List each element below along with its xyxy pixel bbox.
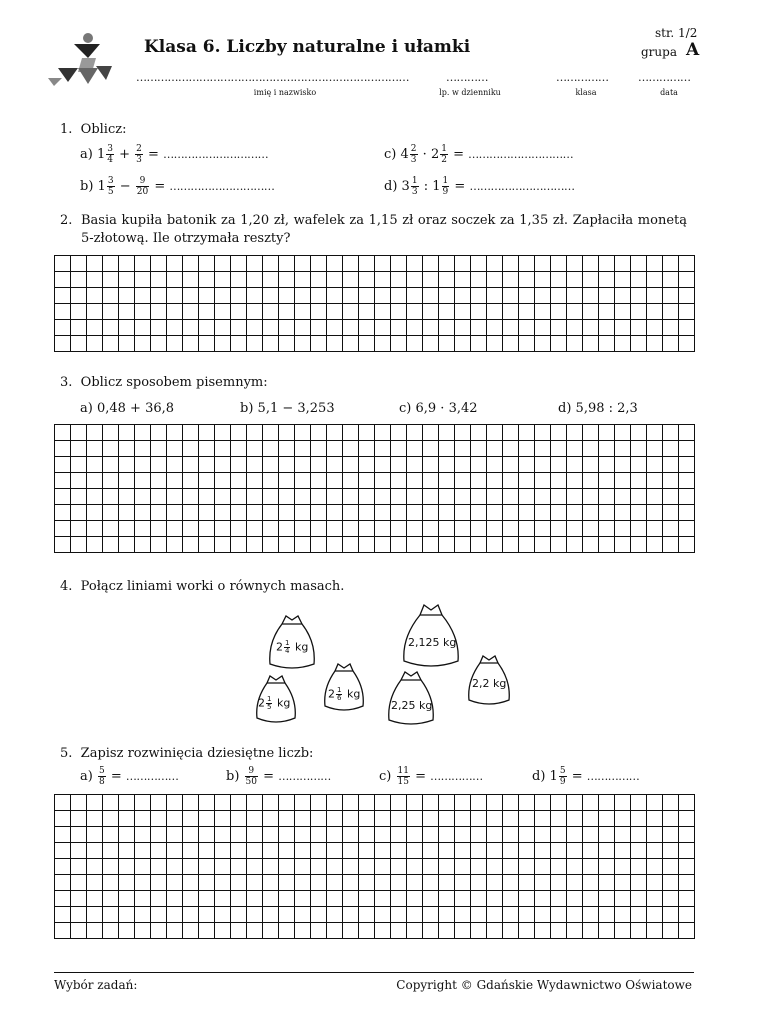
bag-1-label: 2 $\frac{1}{4}$ kg bbox=[276, 639, 309, 655]
task-4-heading: 4. Połącz liniami worki o równych masach. bbox=[60, 579, 345, 594]
task-3-item-b: b) 5,1 − 3,253 bbox=[240, 401, 335, 416]
answer-blank[interactable]: ………………………… bbox=[468, 148, 574, 161]
task-1-item-a: a) 1 $\frac{3}{4}$ + $\frac{2}{3}$ = ………………………… bbox=[80, 144, 269, 165]
answer-blank[interactable]: …………… bbox=[586, 770, 640, 783]
group-label: grupa bbox=[641, 45, 677, 59]
footer-copyright: Copyright © Gdańskie Wydawnictwo Oświatowe bbox=[396, 978, 692, 992]
task-5-item-d: d) 1 $\frac{5}{9}$ = …………… bbox=[532, 766, 640, 787]
task-1-item-b: b) 1 $\frac{3}{5}$ − $\frac{9}{20}$ = ………………………… bbox=[80, 176, 275, 197]
answer-blank[interactable]: ………………………… bbox=[169, 180, 275, 193]
task-3-heading: 3. Oblicz sposobem pisemnym: bbox=[60, 375, 268, 390]
bag-5-label: 2 $\frac{1}{5}$ kg bbox=[258, 695, 291, 711]
task-3-item-c: c) 6,9 · 3,42 bbox=[399, 401, 478, 416]
task-1-item-d: d) 3 $\frac{1}{3}$ : 1 $\frac{1}{9}$ = ………………………… bbox=[384, 176, 575, 197]
page-title: Klasa 6. Liczby naturalne i ułamki bbox=[144, 37, 471, 57]
task-5-heading: 5. Zapisz rozwinięcia dziesiętne liczb: bbox=[60, 746, 314, 761]
bag-4-label: 2,2 kg bbox=[472, 677, 507, 690]
task-5-grid[interactable] bbox=[54, 794, 695, 939]
task-2-grid[interactable] bbox=[54, 255, 695, 352]
bag-6-label: 2,25 kg bbox=[391, 699, 433, 712]
name-field[interactable]: …………………………………………………………………… bbox=[136, 71, 409, 84]
task-2-text: Basia kupiła batonik za 1,20 zł, wafelek za 1,15 zł oraz soczek za 1,35 zł. Zapłaciła monetą 5-złotową. Ile otrzymała reszty? bbox=[81, 213, 687, 246]
footer-divider bbox=[54, 972, 694, 973]
name-field-label: imię i nazwisko bbox=[253, 88, 317, 97]
answer-blank[interactable]: ………………………… bbox=[469, 180, 575, 193]
footer-task-selection: Wybór zadań: bbox=[54, 978, 138, 992]
task-3-grid[interactable] bbox=[54, 424, 695, 553]
date-field-label: data bbox=[660, 88, 678, 97]
task-5-item-b: b) $\frac{9}{50}$ = …………… bbox=[226, 766, 331, 787]
task-1-heading: 1. Oblicz: bbox=[60, 122, 127, 137]
task-2-number: 2. bbox=[60, 213, 73, 228]
task-5-item-c: c) $\frac{11}{15}$ = …………… bbox=[379, 766, 483, 787]
answer-blank[interactable]: …………… bbox=[125, 770, 179, 783]
task-5-item-a: a) $\frac{5}{8}$ = …………… bbox=[80, 766, 179, 787]
class-field-label: klasa bbox=[575, 88, 597, 97]
task-3-item-a: a) 0,48 + 36,8 bbox=[80, 401, 175, 416]
date-field[interactable]: …………… bbox=[638, 71, 691, 84]
task-1-item-c: c) 4 $\frac{2}{3}$ · 2 $\frac{1}{2}$ = ………………………… bbox=[384, 144, 574, 165]
answer-blank[interactable]: …………… bbox=[278, 770, 331, 783]
page-number: str. 1/2 bbox=[655, 26, 698, 40]
bag-2-label: 2,125 kg bbox=[408, 636, 457, 649]
number-field-label: lp. w dzienniku bbox=[439, 88, 501, 97]
bag-3-label: 2 $\frac{1}{6}$ kg bbox=[328, 686, 361, 702]
number-field[interactable]: ………… bbox=[446, 71, 488, 84]
class-field[interactable]: …………… bbox=[556, 71, 609, 84]
answer-blank[interactable]: …………… bbox=[430, 770, 483, 783]
answer-blank[interactable]: ………………………… bbox=[163, 148, 269, 161]
task-3-item-d: d) 5,98 : 2,3 bbox=[558, 401, 638, 416]
group-value: A bbox=[686, 40, 700, 60]
tangram-logo bbox=[48, 32, 118, 88]
